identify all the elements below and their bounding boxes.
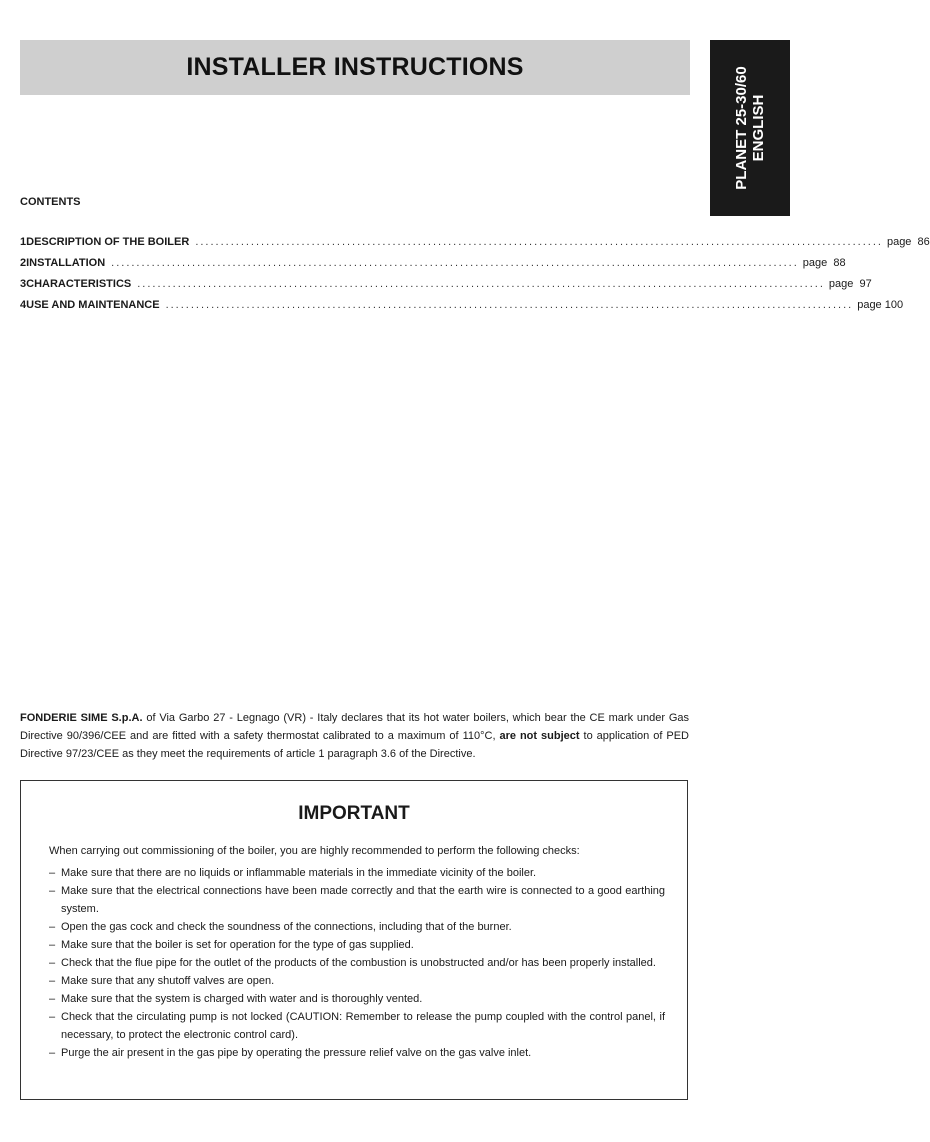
checklist-item-text: Check that the circulating pump is not locked (CAUTION: Remember to release the pump coupled with the control panel, if necessary, to protect the electronic control card). [61, 1011, 665, 1041]
header-bar [20, 40, 690, 95]
checklist-item [49, 1008, 665, 1044]
list-dash: – [49, 957, 56, 969]
toc-entry-use-and-maintenance[interactable] [20, 299, 904, 320]
contents-heading: CONTENTS [20, 196, 81, 208]
toc-leader-dots: ........................................................................................................................................ [137, 278, 825, 290]
checklist-item [49, 936, 665, 954]
declaration-text-part2: to application of PED Directive 97/23/CEE as they meet the requirements of article 1 paragraph 3.6 of the Directive. [20, 730, 689, 760]
toc-leader-dots: ........................................................................................................................................ [195, 236, 883, 248]
toc-leader-dots: ........................................................................................................................................ [165, 299, 854, 311]
list-dash: – [49, 921, 56, 933]
toc-title: USE AND MAINTENANCE [26, 299, 160, 311]
toc-page: page 100 [857, 299, 904, 311]
commissioning-checklist [49, 864, 665, 1062]
important-notice-box [20, 780, 688, 1100]
declaration-text-part1: of Via Garbo 27 - Legnago (VR) - Italy declares that its hot water boilers, which bear the CE mark under Gas Directive 90/396/CEE and are fitted with a safety thermostat calibrated to a maximum of 110°C, [20, 712, 690, 742]
important-intro: When carrying out commissioning of the boiler, you are highly recommended to perform the following checks: [49, 845, 580, 857]
checklist-item [49, 882, 665, 918]
language-label: ENGLISH [750, 94, 767, 162]
toc-number: 1 [20, 236, 27, 248]
checklist-item-text: Make sure that there are no liquids or inflammable materials in the immediate vicinity of the boiler. [61, 867, 537, 879]
toc-number: 4 [20, 299, 27, 311]
toc-number: 3 [20, 278, 27, 290]
checklist-item-text: Make sure that the boiler is set for operation for the type of gas supplied. [61, 939, 414, 951]
toc-title: INSTALLATION [26, 257, 106, 269]
list-dash: – [49, 1047, 56, 1059]
toc-leader-dots: ........................................................................................................................................ [111, 257, 799, 269]
table-of-contents [20, 236, 930, 320]
toc-page: page 86 [886, 236, 930, 248]
checklist-item [49, 954, 665, 972]
toc-title: CHARACTERISTICS [26, 278, 132, 290]
side-tab-label [733, 66, 767, 189]
list-dash: – [49, 993, 56, 1005]
checklist-item-text: Make sure that the electrical connections have been made correctly and that the earth wire is connected to a good earthing system. [61, 885, 665, 915]
declaration-emphasis: are not subject [499, 730, 580, 742]
checklist-item [49, 864, 665, 882]
toc-number: 2 [20, 257, 27, 269]
list-dash: – [49, 867, 56, 879]
toc-entry-installation[interactable] [20, 257, 846, 278]
toc-entry-description[interactable] [20, 236, 930, 257]
checklist-item-text: Open the gas cock and check the soundness of the connections, including that of the burner. [61, 921, 512, 933]
list-dash: – [49, 939, 56, 951]
list-dash: – [49, 885, 56, 897]
toc-page: page 88 [802, 257, 846, 269]
list-dash: – [49, 1011, 56, 1023]
important-heading: IMPORTANT [298, 803, 410, 824]
checklist-item [49, 990, 665, 1008]
checklist-item [49, 1044, 665, 1062]
checklist-item-text: Make sure that any shutoff valves are open. [61, 975, 275, 987]
ped-declaration [20, 709, 689, 763]
toc-entry-characteristics[interactable] [20, 278, 872, 299]
toc-title: DESCRIPTION OF THE BOILER [26, 236, 190, 248]
company-name: FONDERIE SIME S.p.A. [20, 712, 143, 724]
checklist-item-text: Purge the air present in the gas pipe by operating the pressure relief valve on the gas valve inlet. [61, 1047, 532, 1059]
toc-page: page 97 [828, 278, 872, 290]
checklist-item [49, 972, 665, 990]
checklist-item-text: Check that the flue pipe for the outlet of the products of the combustion is unobstructed and/or has been properly installed. [61, 957, 656, 969]
checklist-item-text: Make sure that the system is charged with water and is thoroughly vented. [61, 993, 423, 1005]
checklist-item [49, 918, 665, 936]
page-title: INSTALLER INSTRUCTIONS [186, 53, 524, 81]
list-dash: – [49, 975, 56, 987]
side-tab [710, 40, 790, 216]
model-name: PLANET 25-30/60 [733, 66, 750, 190]
